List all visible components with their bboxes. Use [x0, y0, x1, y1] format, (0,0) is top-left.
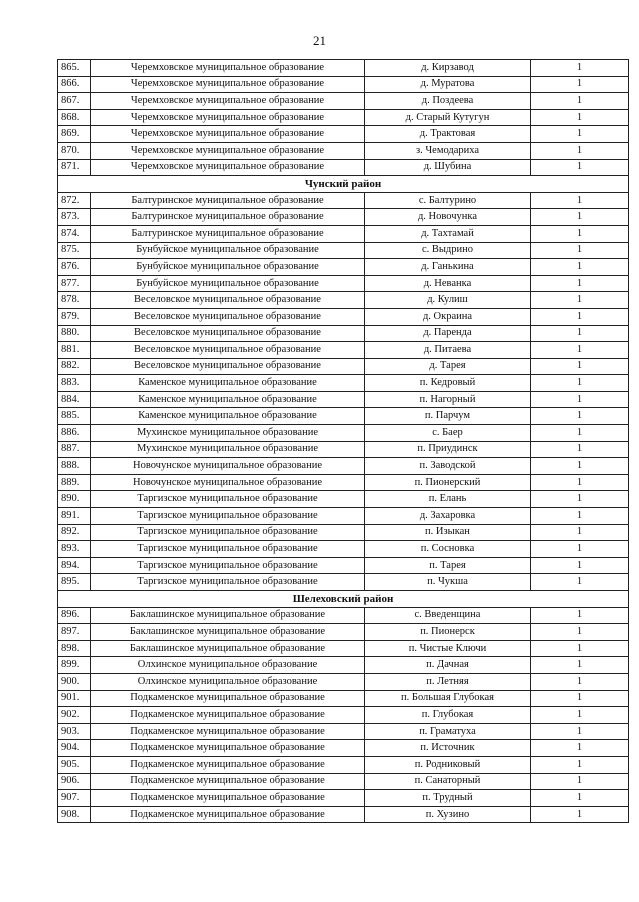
row-number: 888. — [58, 458, 91, 475]
row-number: 869. — [58, 126, 91, 143]
settlement-name: п. Кедровый — [365, 375, 531, 392]
table-row — [58, 391, 629, 408]
settlement-count: 1 — [531, 607, 629, 624]
row-number: 894. — [58, 557, 91, 574]
settlement-name: з. Чемодариха — [365, 142, 531, 159]
district-title: Чунский район — [58, 176, 629, 193]
row-number: 903. — [58, 723, 91, 740]
settlement-count: 1 — [531, 790, 629, 807]
settlement-count: 1 — [531, 375, 629, 392]
row-number: 905. — [58, 756, 91, 773]
row-number: 904. — [58, 740, 91, 757]
table-row — [58, 441, 629, 458]
table-row — [58, 292, 629, 309]
table-row — [58, 790, 629, 807]
settlement-count: 1 — [531, 192, 629, 209]
municipality-name: Веселовское муниципальное образование — [91, 358, 365, 375]
municipality-name: Черемховское муниципальное образование — [91, 126, 365, 143]
row-number: 865. — [58, 60, 91, 77]
settlement-count: 1 — [531, 574, 629, 591]
row-number: 872. — [58, 192, 91, 209]
municipality-name: Таргизское муниципальное образование — [91, 541, 365, 558]
settlement-name: п. Санаторный — [365, 773, 531, 790]
table-row — [58, 142, 629, 159]
table-row — [58, 756, 629, 773]
municipality-name: Веселовское муниципальное образование — [91, 325, 365, 342]
table-row — [58, 607, 629, 624]
row-number: 902. — [58, 707, 91, 724]
settlement-count: 1 — [531, 126, 629, 143]
settlement-count: 1 — [531, 242, 629, 259]
municipality-name: Подкаменское муниципальное образование — [91, 740, 365, 757]
settlement-name: п. Летняя — [365, 673, 531, 690]
row-number: 871. — [58, 159, 91, 176]
table-row — [58, 408, 629, 425]
settlement-name: п. Тарея — [365, 557, 531, 574]
table-row — [58, 225, 629, 242]
settlement-count: 1 — [531, 673, 629, 690]
municipality-name: Бунбуйское муниципальное образование — [91, 275, 365, 292]
settlement-name: с. Балтурино — [365, 192, 531, 209]
municipality-name: Бунбуйское муниципальное образование — [91, 242, 365, 259]
settlement-name: п. Изыкан — [365, 524, 531, 541]
municipality-name: Черемховское муниципальное образование — [91, 76, 365, 93]
table-row — [58, 109, 629, 126]
municipality-name: Веселовское муниципальное образование — [91, 292, 365, 309]
municipality-name: Баклашинское муниципальное образование — [91, 640, 365, 657]
row-number: 885. — [58, 408, 91, 425]
settlement-name: д. Паренда — [365, 325, 531, 342]
settlement-count: 1 — [531, 109, 629, 126]
settlement-name: п. Источник — [365, 740, 531, 757]
row-number: 898. — [58, 640, 91, 657]
table-row — [58, 242, 629, 259]
table-row — [58, 673, 629, 690]
table-row — [58, 375, 629, 392]
row-number: 901. — [58, 690, 91, 707]
settlement-count: 1 — [531, 557, 629, 574]
table-row — [58, 723, 629, 740]
municipality-name: Подкаменское муниципальное образование — [91, 756, 365, 773]
table-row — [58, 707, 629, 724]
settlement-name: д. Ганькина — [365, 259, 531, 276]
row-number: 891. — [58, 508, 91, 525]
settlement-name: с. Баер — [365, 425, 531, 442]
settlement-name: п. Большая Глубокая — [365, 690, 531, 707]
table-row — [58, 342, 629, 359]
settlement-name: д. Новочунка — [365, 209, 531, 226]
row-number: 870. — [58, 142, 91, 159]
row-number: 889. — [58, 474, 91, 491]
row-number: 866. — [58, 76, 91, 93]
row-number: 886. — [58, 425, 91, 442]
settlement-name: д. Старый Кутугун — [365, 109, 531, 126]
table-row — [58, 60, 629, 77]
table-row — [58, 491, 629, 508]
settlement-name: с. Введенщина — [365, 607, 531, 624]
municipality-name: Подкаменское муниципальное образование — [91, 707, 365, 724]
settlement-count: 1 — [531, 60, 629, 77]
table-row — [58, 508, 629, 525]
table-row — [58, 624, 629, 641]
table-row — [58, 159, 629, 176]
page-number: 21 — [313, 33, 326, 48]
table-row — [58, 259, 629, 276]
settlement-count: 1 — [531, 93, 629, 110]
settlement-count: 1 — [531, 159, 629, 176]
table-row — [58, 740, 629, 757]
municipality-name: Таргизское муниципальное образование — [91, 524, 365, 541]
municipality-name: Новочунское муниципальное образование — [91, 474, 365, 491]
district-header-row — [58, 176, 629, 193]
settlement-count: 1 — [531, 740, 629, 757]
table-row — [58, 458, 629, 475]
row-number: 890. — [58, 491, 91, 508]
settlement-count: 1 — [531, 76, 629, 93]
settlement-count: 1 — [531, 391, 629, 408]
municipality-name: Веселовское муниципальное образование — [91, 308, 365, 325]
settlement-count: 1 — [531, 408, 629, 425]
table-row — [58, 773, 629, 790]
table-row — [58, 358, 629, 375]
row-number: 896. — [58, 607, 91, 624]
settlement-count: 1 — [531, 491, 629, 508]
row-number: 881. — [58, 342, 91, 359]
settlement-count: 1 — [531, 342, 629, 359]
settlement-count: 1 — [531, 308, 629, 325]
table-row — [58, 574, 629, 591]
municipality-name: Каменское муниципальное образование — [91, 408, 365, 425]
row-number: 877. — [58, 275, 91, 292]
settlement-name: п. Чукша — [365, 574, 531, 591]
municipality-name: Черемховское муниципальное образование — [91, 109, 365, 126]
settlement-count: 1 — [531, 657, 629, 674]
row-number: 907. — [58, 790, 91, 807]
settlement-name: п. Дачная — [365, 657, 531, 674]
table-row — [58, 474, 629, 491]
settlement-count: 1 — [531, 325, 629, 342]
municipality-name: Балтуринское муниципальное образование — [91, 192, 365, 209]
municipality-name: Мухинское муниципальное образование — [91, 441, 365, 458]
row-number: 876. — [58, 259, 91, 276]
table-row — [58, 308, 629, 325]
settlement-name: п. Парчум — [365, 408, 531, 425]
row-number: 868. — [58, 109, 91, 126]
settlement-count: 1 — [531, 209, 629, 226]
table-row — [58, 93, 629, 110]
table-row — [58, 425, 629, 442]
table-row — [58, 209, 629, 226]
table-row — [58, 325, 629, 342]
settlement-name: п. Хузино — [365, 806, 531, 823]
settlement-count: 1 — [531, 458, 629, 475]
settlement-name: п. Приудинск — [365, 441, 531, 458]
settlement-count: 1 — [531, 707, 629, 724]
municipality-name: Таргизское муниципальное образование — [91, 557, 365, 574]
row-number: 874. — [58, 225, 91, 242]
settlement-count: 1 — [531, 508, 629, 525]
row-number: 887. — [58, 441, 91, 458]
settlement-count: 1 — [531, 441, 629, 458]
municipality-name: Подкаменское муниципальное образование — [91, 790, 365, 807]
settlements-table-body — [58, 60, 629, 823]
row-number: 879. — [58, 308, 91, 325]
row-number: 892. — [58, 524, 91, 541]
settlement-name: п. Елань — [365, 491, 531, 508]
settlement-name: д. Трактовая — [365, 126, 531, 143]
municipality-name: Балтуринское муниципальное образование — [91, 209, 365, 226]
district-header-row — [58, 591, 629, 608]
district-title: Шелеховский район — [58, 591, 629, 608]
settlement-name: д. Захаровка — [365, 508, 531, 525]
settlement-count: 1 — [531, 773, 629, 790]
settlement-name: д. Питаева — [365, 342, 531, 359]
municipality-name: Таргизское муниципальное образование — [91, 491, 365, 508]
municipality-name: Подкаменское муниципальное образование — [91, 723, 365, 740]
row-number: 895. — [58, 574, 91, 591]
settlement-count: 1 — [531, 259, 629, 276]
row-number: 884. — [58, 391, 91, 408]
municipality-name: Подкаменское муниципальное образование — [91, 806, 365, 823]
settlement-name: п. Глубокая — [365, 707, 531, 724]
settlement-name: п. Трудный — [365, 790, 531, 807]
municipality-name: Таргизское муниципальное образование — [91, 574, 365, 591]
table-row — [58, 275, 629, 292]
settlement-name: п. Нагорный — [365, 391, 531, 408]
table-row — [58, 126, 629, 143]
municipality-name: Мухинское муниципальное образование — [91, 425, 365, 442]
settlement-name: п. Родниковый — [365, 756, 531, 773]
table-row — [58, 524, 629, 541]
municipality-name: Баклашинское муниципальное образование — [91, 607, 365, 624]
settlement-name: с. Выдрино — [365, 242, 531, 259]
row-number: 899. — [58, 657, 91, 674]
settlement-count: 1 — [531, 474, 629, 491]
row-number: 880. — [58, 325, 91, 342]
table-row — [58, 640, 629, 657]
settlement-name: д. Муратова — [365, 76, 531, 93]
table-row — [58, 541, 629, 558]
settlement-name: д. Тарея — [365, 358, 531, 375]
settlements-table — [57, 59, 629, 823]
municipality-name: Черемховское муниципальное образование — [91, 159, 365, 176]
municipality-name: Веселовское муниципальное образование — [91, 342, 365, 359]
settlement-name: п. Граматуха — [365, 723, 531, 740]
municipality-name: Балтуринское муниципальное образование — [91, 225, 365, 242]
municipality-name: Черемховское муниципальное образование — [91, 93, 365, 110]
table-row — [58, 192, 629, 209]
municipality-name: Новочунское муниципальное образование — [91, 458, 365, 475]
table-row — [58, 657, 629, 674]
settlement-count: 1 — [531, 358, 629, 375]
settlement-name: д. Окраина — [365, 308, 531, 325]
settlement-count: 1 — [531, 640, 629, 657]
row-number: 900. — [58, 673, 91, 690]
row-number: 906. — [58, 773, 91, 790]
municipality-name: Таргизское муниципальное образование — [91, 508, 365, 525]
municipality-name: Черемховское муниципальное образование — [91, 142, 365, 159]
settlement-count: 1 — [531, 690, 629, 707]
table-row — [58, 557, 629, 574]
settlement-name: д. Шубина — [365, 159, 531, 176]
municipality-name: Подкаменское муниципальное образование — [91, 690, 365, 707]
settlement-count: 1 — [531, 624, 629, 641]
table-row — [58, 690, 629, 707]
municipality-name: Бунбуйское муниципальное образование — [91, 259, 365, 276]
municipality-name: Олхинское муниципальное образование — [91, 657, 365, 674]
settlement-count: 1 — [531, 275, 629, 292]
row-number: 897. — [58, 624, 91, 641]
settlement-name: п. Пионерский — [365, 474, 531, 491]
settlement-count: 1 — [531, 541, 629, 558]
settlement-count: 1 — [531, 142, 629, 159]
settlement-name: п. Сосновка — [365, 541, 531, 558]
settlement-name: п. Чистые Ключи — [365, 640, 531, 657]
row-number: 878. — [58, 292, 91, 309]
settlement-count: 1 — [531, 756, 629, 773]
row-number: 873. — [58, 209, 91, 226]
settlement-count: 1 — [531, 524, 629, 541]
table-row — [58, 76, 629, 93]
municipality-name: Подкаменское муниципальное образование — [91, 773, 365, 790]
settlement-count: 1 — [531, 723, 629, 740]
row-number: 908. — [58, 806, 91, 823]
table-row — [58, 806, 629, 823]
municipality-name: Черемховское муниципальное образование — [91, 60, 365, 77]
settlement-count: 1 — [531, 292, 629, 309]
settlement-count: 1 — [531, 806, 629, 823]
settlement-name: д. Кулиш — [365, 292, 531, 309]
row-number: 893. — [58, 541, 91, 558]
municipality-name: Каменское муниципальное образование — [91, 391, 365, 408]
municipality-name: Каменское муниципальное образование — [91, 375, 365, 392]
settlement-name: п. Заводской — [365, 458, 531, 475]
municipality-name: Олхинское муниципальное образование — [91, 673, 365, 690]
settlement-name: д. Тахтамай — [365, 225, 531, 242]
settlement-name: д. Поздеева — [365, 93, 531, 110]
row-number: 883. — [58, 375, 91, 392]
settlement-name: п. Пионерск — [365, 624, 531, 641]
municipality-name: Баклашинское муниципальное образование — [91, 624, 365, 641]
row-number: 867. — [58, 93, 91, 110]
settlement-name: д. Неванка — [365, 275, 531, 292]
settlement-count: 1 — [531, 225, 629, 242]
row-number: 882. — [58, 358, 91, 375]
settlement-count: 1 — [531, 425, 629, 442]
row-number: 875. — [58, 242, 91, 259]
settlement-name: д. Кирзавод — [365, 60, 531, 77]
